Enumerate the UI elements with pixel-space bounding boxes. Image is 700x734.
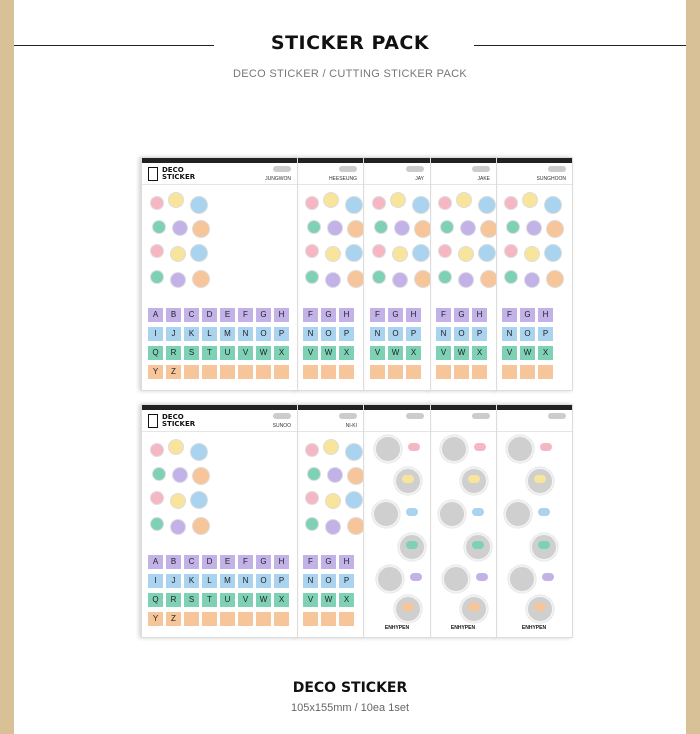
member-photo-sticker	[506, 435, 534, 463]
letter-sticker: G	[256, 308, 271, 322]
letter-sticker: F	[436, 308, 451, 322]
deco-sticker	[438, 196, 452, 210]
deco-sticker	[325, 272, 341, 288]
letter-sticker: O	[256, 574, 271, 588]
letter-sticker	[502, 365, 517, 379]
product-caption: DECO STICKER	[292, 680, 408, 696]
sticker-sheet	[141, 157, 298, 391]
letter-sticker	[472, 365, 487, 379]
letter-sticker: U	[220, 346, 235, 360]
deco-sticker	[192, 517, 210, 535]
deco-sticker	[190, 443, 208, 461]
letter-sticker: P	[274, 574, 289, 588]
deco-sticker	[150, 517, 164, 531]
deco-sticker	[534, 603, 546, 611]
letter-sticker: G	[388, 308, 403, 322]
letter-sticker: V	[370, 346, 385, 360]
deco-sticker	[372, 196, 386, 210]
deco-sticker	[192, 467, 210, 485]
deco-sticker	[460, 220, 476, 236]
umbrella-icon	[148, 167, 158, 181]
member-name: NI-KI	[345, 423, 357, 429]
letter-sticker: G	[321, 308, 336, 322]
deco-sticker	[305, 517, 319, 531]
deco-sticker	[325, 246, 341, 262]
deco-sticker	[480, 220, 497, 238]
letter-sticker: N	[238, 574, 253, 588]
deco-sticker	[150, 270, 164, 284]
letter-sticker	[184, 612, 199, 626]
letter-sticker	[274, 365, 289, 379]
sticker-sheet	[363, 404, 431, 638]
sheet-badge	[406, 166, 424, 172]
sheet-logo: DECO STICKER	[162, 413, 196, 428]
sheet-header	[430, 410, 496, 432]
deco-sticker	[190, 244, 208, 262]
top-sheet-group	[141, 157, 571, 389]
letter-sticker	[184, 365, 199, 379]
letter-sticker: B	[166, 555, 181, 569]
letter-sticker: W	[321, 593, 336, 607]
letter-sticker: F	[303, 555, 318, 569]
bottom-sheet-group	[141, 404, 571, 636]
letter-sticker: H	[274, 308, 289, 322]
letter-sticker: N	[303, 574, 318, 588]
letter-sticker: H	[339, 555, 354, 569]
deco-sticker	[504, 270, 518, 284]
letter-sticker	[303, 365, 318, 379]
deco-sticker	[327, 220, 343, 236]
deco-sticker	[345, 196, 363, 214]
letter-sticker: C	[184, 555, 199, 569]
member-photo-sticker	[372, 500, 400, 528]
letter-sticker	[220, 612, 235, 626]
deco-sticker	[406, 541, 418, 549]
letter-sticker: R	[166, 593, 181, 607]
letter-sticker: P	[274, 327, 289, 341]
deco-sticker	[476, 573, 488, 581]
letter-sticker: G	[454, 308, 469, 322]
deco-sticker	[478, 244, 496, 262]
member-name: SUNOO	[272, 423, 291, 429]
letter-sticker: V	[303, 593, 318, 607]
letter-sticker: Z	[166, 365, 181, 379]
member-name: HEESEUNG	[328, 176, 357, 182]
deco-sticker	[170, 519, 186, 535]
sheet-header	[142, 163, 297, 185]
sheet-logo: DECO STICKER	[162, 166, 196, 181]
deco-sticker	[305, 491, 319, 505]
letter-sticker: H	[339, 308, 354, 322]
letter-sticker: W	[256, 593, 271, 607]
sheet-header	[496, 163, 572, 185]
deco-sticker	[172, 220, 188, 236]
deco-sticker	[305, 270, 319, 284]
letter-sticker: V	[436, 346, 451, 360]
letter-sticker: A	[148, 555, 163, 569]
letter-sticker: J	[166, 327, 181, 341]
deco-sticker	[478, 196, 496, 214]
letter-sticker: B	[166, 308, 181, 322]
letter-sticker: M	[220, 327, 235, 341]
sticker-sheet	[296, 404, 364, 638]
sheet-badge	[472, 413, 490, 419]
deco-sticker	[540, 443, 552, 451]
letter-sticker: R	[166, 346, 181, 360]
letter-sticker: P	[339, 327, 354, 341]
letter-sticker	[454, 365, 469, 379]
letter-sticker: N	[370, 327, 385, 341]
letter-sticker: O	[321, 574, 336, 588]
member-name: SUNGHOON	[536, 176, 566, 182]
letter-sticker: Q	[148, 346, 163, 360]
letter-sticker: N	[303, 327, 318, 341]
member-photo-sticker	[508, 565, 536, 593]
letter-sticker: T	[202, 593, 217, 607]
letter-sticker: F	[303, 308, 318, 322]
deco-sticker	[408, 443, 420, 451]
deco-sticker	[323, 439, 339, 455]
deco-sticker	[524, 246, 540, 262]
sheet-badge	[339, 413, 357, 419]
letter-sticker: I	[148, 574, 163, 588]
deco-sticker	[414, 220, 431, 238]
letter-sticker: W	[256, 346, 271, 360]
member-photo-sticker	[438, 500, 466, 528]
deco-sticker	[526, 220, 542, 236]
member-photo-sticker	[504, 500, 532, 528]
brand-label: ENHYPEN	[450, 625, 476, 631]
sticker-sheet	[141, 404, 298, 638]
letter-sticker	[274, 612, 289, 626]
deco-sticker	[456, 192, 472, 208]
letter-sticker: W	[520, 346, 535, 360]
deco-sticker	[168, 439, 184, 455]
deco-sticker	[325, 493, 341, 509]
sheet-badge	[339, 166, 357, 172]
sticker-sheet	[363, 157, 431, 391]
letter-sticker	[202, 365, 217, 379]
letter-sticker	[321, 365, 336, 379]
letter-sticker: O	[520, 327, 535, 341]
letter-sticker: W	[454, 346, 469, 360]
deco-sticker	[472, 508, 484, 516]
letter-sticker: X	[339, 593, 354, 607]
letter-sticker: F	[370, 308, 385, 322]
deco-sticker	[374, 220, 388, 234]
brand-label: ENHYPEN	[521, 625, 547, 631]
sticker-sheet	[296, 157, 364, 391]
letter-sticker: V	[238, 593, 253, 607]
deco-sticker	[522, 192, 538, 208]
letter-sticker: X	[406, 346, 421, 360]
deco-sticker	[150, 244, 164, 258]
letter-sticker: D	[202, 308, 217, 322]
deco-sticker	[170, 493, 186, 509]
letter-sticker	[202, 612, 217, 626]
letter-sticker: K	[184, 327, 199, 341]
deco-sticker	[172, 467, 188, 483]
letter-sticker: G	[256, 555, 271, 569]
deco-sticker	[305, 443, 319, 457]
letter-sticker: O	[321, 327, 336, 341]
sticker-sheet	[429, 157, 497, 391]
deco-sticker	[480, 270, 497, 288]
deco-sticker	[458, 272, 474, 288]
deco-sticker	[170, 246, 186, 262]
deco-sticker	[538, 508, 550, 516]
letter-sticker: G	[321, 555, 336, 569]
deco-sticker	[190, 196, 208, 214]
letter-sticker	[321, 612, 336, 626]
member-photo-sticker	[374, 435, 402, 463]
deco-sticker	[458, 246, 474, 262]
sheet-badge	[273, 166, 291, 172]
letter-sticker: H	[406, 308, 421, 322]
letter-sticker: E	[220, 308, 235, 322]
letter-sticker: X	[472, 346, 487, 360]
deco-sticker	[345, 443, 363, 461]
letter-sticker	[436, 365, 451, 379]
letter-sticker	[256, 365, 271, 379]
letter-sticker: X	[274, 346, 289, 360]
letter-sticker	[370, 365, 385, 379]
deco-sticker	[402, 603, 414, 611]
sticker-sheet	[495, 404, 573, 638]
deco-sticker	[544, 196, 562, 214]
letter-sticker: F	[238, 555, 253, 569]
letter-sticker: W	[388, 346, 403, 360]
letter-sticker	[339, 365, 354, 379]
letter-sticker: N	[502, 327, 517, 341]
deco-sticker	[150, 491, 164, 505]
deco-sticker	[544, 244, 562, 262]
deco-sticker	[150, 443, 164, 457]
letter-sticker: X	[339, 346, 354, 360]
letter-sticker: O	[388, 327, 403, 341]
letter-sticker: T	[202, 346, 217, 360]
deco-sticker	[192, 220, 210, 238]
letter-sticker: X	[274, 593, 289, 607]
deco-sticker	[170, 272, 186, 288]
deco-sticker	[438, 270, 452, 284]
deco-sticker	[538, 541, 550, 549]
letter-sticker: F	[238, 308, 253, 322]
letter-sticker: A	[148, 308, 163, 322]
deco-sticker	[150, 196, 164, 210]
member-name: JUNGWON	[265, 176, 291, 182]
deco-sticker	[392, 272, 408, 288]
deco-sticker	[414, 270, 431, 288]
deco-sticker	[325, 519, 341, 535]
letter-sticker: I	[148, 327, 163, 341]
member-name: JAY	[415, 176, 424, 182]
sheet-badge	[548, 166, 566, 172]
letter-sticker	[388, 365, 403, 379]
sheet-badge	[548, 413, 566, 419]
letter-sticker: S	[184, 346, 199, 360]
letter-sticker: C	[184, 308, 199, 322]
sheet-header	[430, 163, 496, 185]
sheet-badge	[472, 166, 490, 172]
sticker-sheet	[495, 157, 573, 391]
deco-sticker	[546, 220, 564, 238]
deco-sticker	[347, 270, 364, 288]
deco-sticker	[152, 220, 166, 234]
sheet-badge	[273, 413, 291, 419]
letter-sticker	[520, 365, 535, 379]
letter-sticker: E	[220, 555, 235, 569]
letter-sticker: F	[502, 308, 517, 322]
deco-sticker	[192, 270, 210, 288]
section-header	[14, 32, 686, 58]
letter-sticker: D	[202, 555, 217, 569]
letter-sticker	[538, 365, 553, 379]
deco-sticker	[305, 244, 319, 258]
letter-sticker: O	[256, 327, 271, 341]
deco-sticker	[323, 192, 339, 208]
letter-sticker: Y	[148, 612, 163, 626]
letter-sticker	[220, 365, 235, 379]
letter-sticker: Q	[148, 593, 163, 607]
deco-sticker	[524, 272, 540, 288]
deco-sticker	[504, 244, 518, 258]
letter-sticker: P	[472, 327, 487, 341]
letter-sticker: Z	[166, 612, 181, 626]
letter-sticker: H	[472, 308, 487, 322]
letter-sticker: G	[520, 308, 535, 322]
deco-sticker	[390, 192, 406, 208]
sheet-header	[142, 410, 297, 432]
deco-sticker	[468, 603, 480, 611]
sheet-header	[364, 163, 430, 185]
deco-sticker	[406, 508, 418, 516]
letter-sticker: J	[166, 574, 181, 588]
member-photo-sticker	[442, 565, 470, 593]
deco-sticker	[345, 491, 363, 509]
member-photo-sticker	[440, 435, 468, 463]
sheet-header	[297, 163, 363, 185]
divider-right	[474, 45, 686, 46]
sheet-header	[496, 410, 572, 432]
sheet-header	[297, 410, 363, 432]
deco-sticker	[307, 467, 321, 481]
deco-sticker	[345, 244, 363, 262]
deco-sticker	[372, 244, 386, 258]
deco-sticker	[440, 220, 454, 234]
product-detail-page	[14, 0, 686, 734]
deco-sticker	[534, 475, 546, 483]
letter-sticker: V	[502, 346, 517, 360]
letter-sticker: P	[339, 574, 354, 588]
brand-label: ENHYPEN	[384, 625, 410, 631]
deco-sticker	[305, 196, 319, 210]
letter-sticker: N	[436, 327, 451, 341]
sheet-header	[364, 410, 430, 432]
letter-sticker: O	[454, 327, 469, 341]
deco-sticker	[168, 192, 184, 208]
sticker-sheet	[429, 404, 497, 638]
deco-sticker	[412, 196, 430, 214]
letter-sticker	[238, 365, 253, 379]
letter-sticker: S	[184, 593, 199, 607]
member-photo-sticker	[376, 565, 404, 593]
deco-sticker	[474, 443, 486, 451]
letter-sticker	[303, 612, 318, 626]
deco-sticker	[394, 220, 410, 236]
deco-sticker	[347, 220, 364, 238]
letter-sticker: N	[238, 327, 253, 341]
letter-sticker: K	[184, 574, 199, 588]
letter-sticker: H	[538, 308, 553, 322]
deco-sticker	[327, 467, 343, 483]
letter-sticker	[256, 612, 271, 626]
product-spec: 105x155mm / 10ea 1set	[290, 702, 410, 714]
letter-sticker: X	[538, 346, 553, 360]
deco-sticker	[402, 475, 414, 483]
letter-sticker: V	[238, 346, 253, 360]
deco-sticker	[542, 573, 554, 581]
deco-sticker	[412, 244, 430, 262]
deco-sticker	[410, 573, 422, 581]
letter-sticker: V	[303, 346, 318, 360]
letter-sticker: P	[406, 327, 421, 341]
letter-sticker: W	[321, 346, 336, 360]
letter-sticker	[406, 365, 421, 379]
deco-sticker	[392, 246, 408, 262]
letter-sticker: H	[274, 555, 289, 569]
deco-sticker	[472, 541, 484, 549]
letter-sticker: L	[202, 574, 217, 588]
deco-sticker	[190, 491, 208, 509]
deco-sticker	[468, 475, 480, 483]
letter-sticker: Y	[148, 365, 163, 379]
page-title: STICKER PACK	[270, 32, 430, 54]
letter-sticker	[238, 612, 253, 626]
deco-sticker	[546, 270, 564, 288]
page-subtitle: DECO STICKER / CUTTING STICKER PACK	[233, 68, 467, 80]
deco-sticker	[506, 220, 520, 234]
umbrella-icon	[148, 414, 158, 428]
letter-sticker: M	[220, 574, 235, 588]
deco-sticker	[347, 517, 364, 535]
deco-sticker	[347, 467, 364, 485]
letter-sticker: L	[202, 327, 217, 341]
letter-sticker: U	[220, 593, 235, 607]
sheet-badge	[406, 413, 424, 419]
letter-sticker: P	[538, 327, 553, 341]
deco-sticker	[152, 467, 166, 481]
deco-sticker	[307, 220, 321, 234]
member-name: JAKE	[477, 176, 490, 182]
deco-sticker	[372, 270, 386, 284]
deco-sticker	[504, 196, 518, 210]
deco-sticker	[438, 244, 452, 258]
letter-sticker	[339, 612, 354, 626]
